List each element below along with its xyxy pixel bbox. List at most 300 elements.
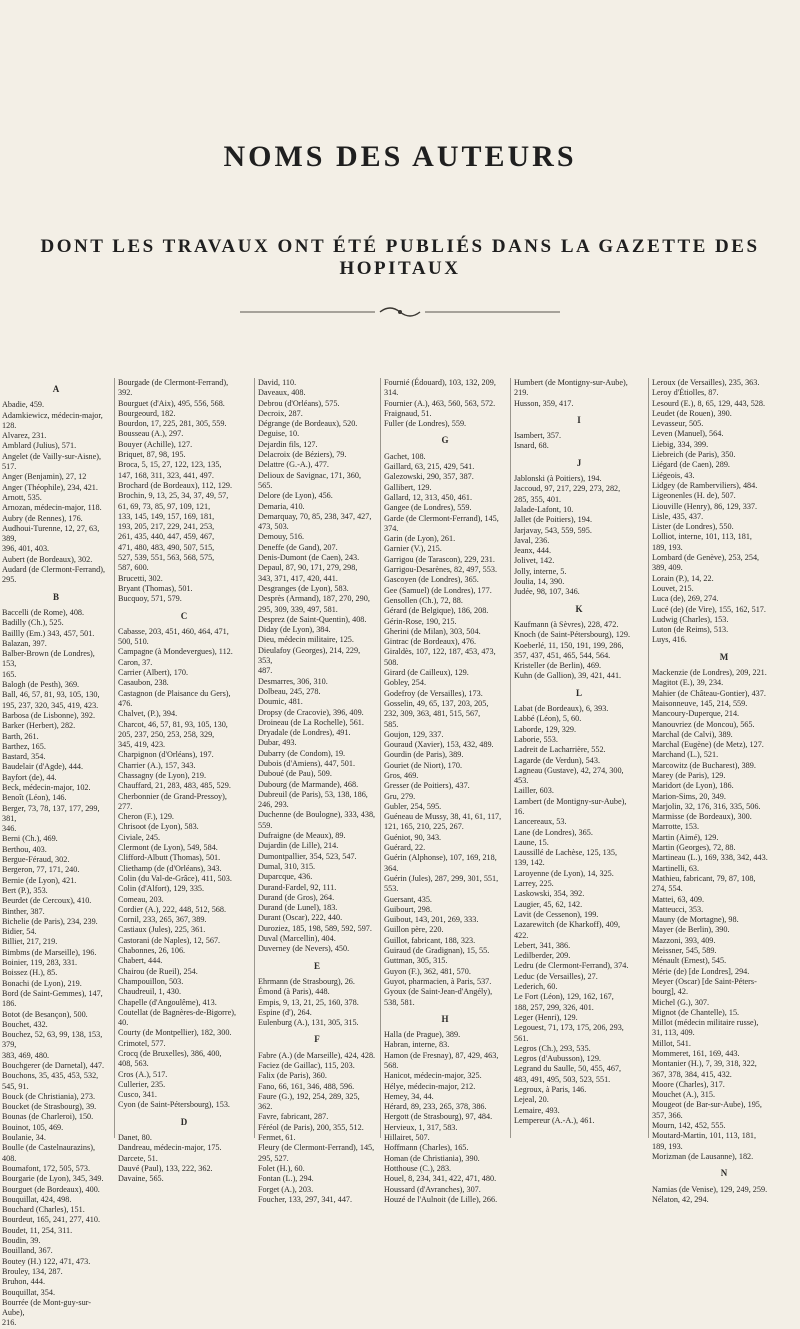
author-entry: 527, 539, 551, 563, 568, 575, (118, 553, 215, 563)
author-entry: Mougeot (de Bar-sur-Aube), 195, (652, 1100, 762, 1110)
author-entry: Cyon (de Saint-Pétersbourg), 153. (118, 1100, 230, 1110)
author-entry: Boudin, 39. (2, 1236, 41, 1246)
author-entry: Balber-Brown (de Londres), 153, (2, 649, 95, 669)
author-entry: Beck, médecin-major, 102. (2, 782, 91, 792)
author-entry: Chairou (de Rueil), 254. (118, 966, 198, 976)
author-entry: Bousseau (A.), 297. (118, 429, 184, 439)
author-entry: Hervieux, 1, 317, 583. (384, 1122, 458, 1132)
author-entry: Bouilland, 367. (2, 1246, 53, 1256)
author-entry: Balogh (de Pesth), 369. (2, 680, 80, 690)
author-entry: Gérard (de Belgique), 186, 208. (384, 606, 489, 616)
section-letter: F (314, 1034, 320, 1045)
author-entry: Abadie, 459. (2, 400, 45, 410)
author-entry: Guillot, fabricant, 188, 323. (384, 935, 476, 945)
author-entry: Lederich, 60. (514, 982, 558, 992)
author-entry: Jalade-Lafont, 10. (514, 504, 574, 514)
author-entry: Legroux, à Paris, 146. (514, 1085, 587, 1094)
author-entry: Hoffmann (Charles), 165. (384, 1143, 469, 1153)
author-entry: Brochard (de Bordeaux), 112, 129. (118, 480, 233, 490)
author-entry: Fabre (A.) (de Marseille), 424, 428. (258, 1050, 376, 1060)
author-entry: Cornil, 233, 265, 367, 389. (118, 915, 207, 925)
author-entry: Michel (G.), 307. (652, 997, 710, 1007)
author-entry: Bert (P.), 353. (2, 885, 48, 895)
author-entry: Brochin, 9, 13, 25, 34, 37, 49, 57, (118, 491, 229, 501)
author-entry: Kaufmann (à Sèvres), 228, 472. (514, 619, 619, 629)
index-column (514, 378, 644, 1138)
author-entry: Lebert, 341, 386. (514, 940, 571, 950)
author-entry: Danet, 80. (118, 1133, 152, 1143)
author-entry: Dejardin fils, 127. (258, 439, 318, 449)
author-entry: Chassagny (de Lyon), 219. (118, 770, 207, 780)
author-entry: Empis, 9, 13, 21, 25, 160, 378. (258, 997, 359, 1007)
author-entry: Cros (A.), 517. (118, 1069, 168, 1079)
author-entry: Debrou (d'Orléans), 575. (258, 398, 340, 408)
author-entry: Fournier (A.), 463, 560, 563, 572. (384, 398, 496, 408)
author-entry: Cabasse, 203, 451, 460, 464, 471, (118, 626, 229, 636)
author-entry: Demouy, 516. (258, 532, 305, 542)
author-entry: 357, 366. (652, 1110, 683, 1120)
author-entry: Legros (Ch.), 293, 535. (514, 1043, 591, 1053)
author-entry: Laune, 15. (514, 837, 549, 847)
author-entry: Laugier, 45, 62, 142. (514, 899, 583, 909)
author-entry: Laborde, 129, 329. (514, 724, 577, 734)
page-subtitle: DONT LES TRAVAUX ONT ÉTÉ PUBLIÉS DANS LA GAZETTE DES HOPITAUX (40, 236, 760, 279)
author-entry: Guéniot, 90, 343. (384, 832, 442, 842)
author-entry: Jeanx, 444. (514, 546, 552, 556)
author-entry: Hemey, 34, 44. (384, 1091, 434, 1101)
author-entry: 261, 435, 440, 447, 459, 467, (118, 532, 215, 542)
author-entry: Boumafont, 172, 505, 573. (2, 1163, 91, 1173)
author-entry: Moutard-Martin, 101, 113, 181, (652, 1131, 757, 1141)
author-entry: Hotthouse (C.), 283. (384, 1163, 452, 1173)
author-entry: Binther, 387. (2, 906, 45, 916)
author-entry: Liebig, 334, 399. (652, 439, 709, 449)
author-entry: Mattei, 63, 409. (652, 894, 705, 904)
author-entry: Deneffe (de Gand), 207. (258, 542, 338, 552)
author-entry: Eulenburg (A.), 131, 305, 315. (258, 1018, 359, 1028)
author-entry: Daveaux, 408. (258, 388, 306, 398)
author-entry: Castorani (de Naples), 12, 567. (118, 935, 221, 945)
author-entry: Desprès (Armand), 187, 270, 290, (258, 594, 370, 604)
author-entry: Gru, 279. (384, 791, 416, 801)
author-entry: Gyoux (de Saint-Jean-d'Angély), (384, 987, 493, 997)
author-entry: Cliethamp (de (d'Orléans), 343. (118, 863, 222, 873)
author-entry: Guiraud (de Gradignan), 15, 55. (384, 946, 490, 956)
author-entry: Javal, 236. (514, 535, 550, 545)
author-entry: Jolly, interne, 5. (514, 566, 567, 576)
author-entry: Durant (Oscar), 222, 440. (258, 913, 343, 923)
author-entry: 396, 401, 403. (2, 544, 50, 554)
author-entry: Dumontpallier, 354, 523, 547. (258, 851, 357, 861)
author-entry: 121, 165, 210, 225, 267. (384, 822, 464, 832)
author-entry: Bucquoy, 571, 579. (118, 594, 182, 604)
author-entry: Guéneau de Mussy, 38, 41, 61, 117, (384, 812, 502, 822)
author-entry: 195, 237, 320, 345, 419, 423. (2, 700, 99, 710)
author-entry: Charpignon (d'Orléans), 197. (118, 750, 214, 760)
author-entry: Bimbms (de Marseille), 196. (2, 947, 97, 957)
section-letter: N (720, 1168, 728, 1179)
author-entry: 139, 142. (514, 858, 545, 868)
author-entry: Bruhon, 444. (2, 1277, 45, 1287)
author-entry: 186. (2, 999, 17, 1009)
author-entry: Dégrange (de Bordeaux), 520. (258, 419, 358, 429)
author-entry: Lane (de Londres), 365. (514, 827, 593, 837)
author-entry: Dauvé (Paul), 133, 222, 362. (118, 1163, 213, 1173)
author-entry: Bayfort (de), 44. (2, 772, 57, 782)
author-entry: Lagneau (Gustave), 42, 274, 300, (514, 765, 624, 775)
author-entry: Garrigou-Desarènes, 82, 497, 553. (384, 565, 498, 575)
author-entry: Marchal (de Calvi), 389. (652, 729, 733, 739)
author-entry: Lejeal, 20. (514, 1095, 549, 1105)
author-entry: Gobley, 254. (384, 678, 426, 688)
author-entry: Lombard (de Genève), 253, 254, (652, 553, 760, 563)
author-entry: 587, 600. (118, 563, 149, 573)
author-entry: Laborie, 553. (514, 734, 558, 744)
author-entry: Gensollen (Ch.), 72, 88. (384, 595, 463, 605)
author-entry: Liégard (de Caen), 289. (652, 460, 730, 470)
author-entry: Houssard (d'Avranches), 307. (384, 1184, 481, 1194)
author-entry: Faure (G.), 192, 254, 289, 325, (258, 1091, 360, 1101)
author-entry: 285, 355, 401. (514, 494, 562, 504)
author-entry: Jarjavay, 543, 559, 595. (514, 525, 592, 535)
author-entry: Chapelle (d'Angoulême), 413. (118, 997, 217, 1007)
author-entry: Chabert, 444. (118, 956, 163, 966)
author-entry: Koeberlé, 11, 150, 191, 199, 286, (514, 640, 624, 650)
author-entry: Durand-Fardel, 92, 111. (258, 882, 337, 892)
author-entry: Dujardin (de Lille), 214. (258, 841, 339, 851)
author-entry: Namias (de Venise), 129, 249, 259. (652, 1184, 768, 1194)
author-entry: Castiaux (Jules), 225, 361. (118, 925, 206, 935)
author-entry: Espine (d'), 264. (258, 1007, 312, 1017)
author-entry: Laussillé de Lachèse, 125, 135, (514, 848, 617, 858)
author-entry: Larrey, 225. (514, 879, 554, 889)
author-entry: Millot, 541. (652, 1038, 691, 1048)
author-entry: Darcete, 51. (118, 1153, 158, 1163)
author-entry: Duparcque, 436. (258, 872, 313, 882)
author-entry: Bouinot, 105, 469. (2, 1122, 64, 1132)
author-entry: Bernie (de Lyon), 421. (2, 875, 77, 885)
author-entry: Émond (à Paris), 448. (258, 987, 330, 997)
author-entry: Marchal (Eugène) (de Metz), 127. (652, 740, 764, 750)
author-entry: Hélye, médecin-major, 212. (384, 1081, 476, 1091)
author-entry: Arnott, 535. (2, 492, 42, 502)
author-entry: 476. (118, 698, 133, 708)
index-column (652, 378, 796, 1204)
author-entry: Ledilberder, 209. (514, 951, 571, 961)
section-letter: K (575, 603, 583, 614)
author-entry: Alvarez, 231. (2, 431, 47, 441)
author-entry: Isambert, 357. (514, 431, 562, 441)
author-entry: Anger (Théophile), 234, 421. (2, 482, 98, 492)
author-entry: Meyer (Oscar) [de Saint-Péters- (652, 976, 757, 986)
author-entry: Lemaire, 493. (514, 1105, 560, 1115)
author-entry: Hillairet, 507. (384, 1133, 430, 1143)
author-entry: 553. (384, 884, 399, 894)
author-entry: Boulle (de Castelnaurazins), 408. (2, 1143, 95, 1163)
author-entry: Diday (de Lyon), 384. (258, 625, 331, 635)
author-entry: 422. (514, 930, 529, 940)
author-entry: 508. (384, 657, 399, 667)
author-entry: Dubourg (de Marmande), 468. (258, 779, 359, 789)
author-entry: Leven (Manuel), 564. (652, 429, 724, 439)
author-entry: Laskowski, 354, 392. (514, 889, 585, 899)
author-entry: Boudet, 11, 254, 311. (2, 1225, 73, 1235)
author-entry: Briquet, 87, 98, 195. (118, 450, 186, 460)
author-entry: Bourrée (de Mont-guy-sur-Aube), (2, 1297, 91, 1318)
author-entry: Deguise, 10. (258, 429, 300, 439)
author-entry: 16. (514, 806, 525, 816)
author-entry: Ladreit de Lacharrière, 552. (514, 745, 606, 755)
author-entry: Desgranges (de Lyon), 583. (258, 583, 349, 593)
author-entry: Montanier (H.), 7, 39, 318, 322, (652, 1059, 757, 1069)
author-entry: 389, 409. (652, 563, 683, 573)
author-entry: Marchand (L.), 521. (652, 750, 719, 760)
author-entry: Foucher, 133, 297, 341, 447. (258, 1194, 353, 1204)
author-entry: Bidier, 54. (2, 927, 37, 937)
index-column (384, 378, 506, 1204)
author-entry: Mourn, 142, 452, 555. (652, 1121, 726, 1131)
author-entry: Coutellat (de Bagnères-de-Bigorre), (118, 1007, 236, 1017)
author-entry: 357, 437, 451, 465, 544, 564. (514, 650, 611, 660)
author-entry: Duchenne (de Boulogne), 333, 438, (258, 810, 376, 820)
author-entry: 147, 168, 311, 323, 441, 497. (118, 470, 214, 480)
author-entry: Bourguet (de Bordeaux), 400. (2, 1184, 100, 1194)
author-entry: Brucetti, 302. (118, 573, 163, 583)
author-entry: Meissner, 545, 589. (652, 946, 717, 956)
author-entry: Bourgade (de Clermont-Ferrand), (118, 378, 229, 387)
author-entry: Bouck (de Christiania), 273. (2, 1091, 96, 1101)
author-entry: 61, 69, 73, 85, 97, 109, 121, (118, 501, 211, 511)
author-entry: Clifford-Albutt (Thomas), 501. (118, 853, 221, 863)
author-entry: Guibout, 143, 201, 269, 333. (384, 915, 479, 925)
author-entry: Chauffard, 21, 283, 483, 485, 529. (118, 781, 231, 791)
author-entry: Berthou, 403. (2, 844, 47, 854)
author-entry: 295, 309, 339, 497, 581. (258, 604, 338, 614)
author-entry: Ledru (de Clermont-Ferrand), 374. (514, 961, 629, 971)
author-entry: Duroziez, 185, 198, 589, 592, 597. (258, 923, 372, 933)
author-entry: Gresser (de Poitiers), 437. (384, 781, 470, 791)
author-entry: Badilly (Ch.), 525. (2, 618, 64, 628)
author-entry: 408, 563. (118, 1059, 149, 1069)
author-entry: Bourgeourd, 182. (118, 408, 176, 418)
author-entry: 383, 469, 480. (2, 1050, 50, 1060)
author-entry: Knoch (de Saint-Pétersbourg), 129. (514, 630, 631, 640)
author-entry: Faciez (de Gaillac), 115, 203. (258, 1061, 355, 1070)
author-entry: Luys, 416. (652, 635, 687, 645)
author-entry: 346. (2, 824, 17, 834)
author-entry: 392. (118, 388, 133, 398)
author-entry: Delore (de Lyon), 456. (258, 491, 333, 501)
author-entry: bourg], 42. (652, 987, 689, 997)
author-entry: Barthez, 165. (2, 741, 46, 751)
author-entry: Baillly (Em.) 343, 457, 501. (2, 628, 95, 638)
author-entry: Bonachi (de Lyon), 219. (2, 978, 82, 988)
author-entry: 471, 480, 483, 490, 507, 515, (118, 542, 215, 552)
author-entry: Jolivet, 142. (514, 556, 555, 566)
author-entry: Mayer (de Berlin), 390. (652, 925, 730, 935)
author-entry: 568. (384, 1061, 399, 1070)
index-column (118, 378, 250, 1184)
author-entry: Leduc (de Versailles), 27. (514, 971, 598, 981)
author-entry: Jaccoud, 97, 217, 229, 273, 282, (514, 484, 621, 494)
author-entry: Mahier (de Château-Gontier), 437. (652, 688, 766, 698)
author-entry: Barbosa (de Lisbonne), 392. (2, 710, 95, 720)
author-entry: Angelet (de Vailly-sur-Aisne), 517. (2, 451, 102, 472)
author-entry: Colin (d'Alfort), 129, 335. (118, 884, 205, 894)
author-entry: Gherini (de Milan), 303, 504. (384, 626, 481, 636)
author-entry: Bourguet (d'Aix), 495, 556, 568. (118, 398, 225, 408)
author-entry: Kristeller (de Berlin), 469. (514, 661, 602, 671)
author-entry: Bord (de Saint-Gemmes), 147, (2, 988, 103, 998)
author-entry: 343, 371, 417, 420, 441. (258, 573, 338, 583)
author-entry: Denis-Dumont (de Caen), 243. (258, 553, 360, 563)
author-entry: Demaria, 410. (258, 501, 305, 511)
section-letter: J (576, 457, 582, 468)
author-entry: Guillon père, 220. (384, 925, 444, 935)
author-entry: Lorain (P.), 14, 22. (652, 573, 714, 583)
author-entry: Casaubon, 238. (118, 678, 169, 688)
author-entry: Crocq (de Bruxelles), 386, 400, (118, 1049, 222, 1058)
author-entry: 559. (258, 820, 273, 830)
author-entry: Mazzoni, 393, 409. (652, 935, 716, 945)
author-entry: Garde (de Clermont-Ferrand), 145, (384, 513, 499, 523)
author-entry: Durand (de Lunel), 183. (258, 903, 338, 913)
author-entry: Dubarry (de Condom), 19. (258, 748, 346, 758)
author-entry: Jablonski (à Poitiers), 194. (514, 474, 602, 484)
author-entry: Fleury (de Clermont-Ferrand), 145, (258, 1143, 375, 1153)
author-entry: Durand (de Gros), 264. (258, 892, 335, 902)
author-entry: 246, 293. (258, 800, 289, 810)
author-entry: Adamkiewicz, médecin-major, 128. (2, 410, 103, 430)
author-entry: Bouyer (Achille), 127. (118, 439, 193, 449)
index-column (2, 378, 110, 1328)
author-entry: Crimotel, 577. (118, 1038, 166, 1048)
author-entry: Colin (du Val-de-Grâce), 411, 503. (118, 873, 232, 883)
author-entry: Demarquay, 70, 85, 238, 347, 427, (258, 511, 372, 521)
author-entry: Aubry (de Rennes), 176. (2, 513, 83, 523)
author-entry: Falix (de Paris), 360. (258, 1071, 327, 1081)
author-entry: Audard (de Clermont-Ferrand), 295. (2, 565, 105, 585)
author-entry: Guttman, 305, 315. (384, 956, 448, 966)
author-entry: Martinelli, 63. (652, 863, 700, 873)
author-entry: 188, 257, 299, 326, 401. (514, 1002, 594, 1012)
author-entry: Duval (Marcellin), 404. (258, 934, 336, 944)
author-entry: Baccelli (de Rome), 408. (2, 607, 85, 617)
author-entry: Levasseur, 505. (652, 419, 704, 429)
author-entry: Mouchet (A.), 315. (652, 1090, 715, 1100)
author-entry: Decroix, 287. (258, 408, 303, 418)
author-entry: Cherbonnier (de Grand-Pressoy), (118, 791, 227, 801)
author-entry: 345, 419, 423. (118, 740, 166, 750)
author-entry: Gintrac (de Bordeaux), 476. (384, 637, 477, 647)
author-entry: Marjolin, 32, 176, 316, 335, 506. (652, 801, 761, 811)
index-column (258, 378, 376, 1204)
author-entry: Dumal, 310, 315. (258, 861, 316, 871)
author-entry: Gaillard, 63, 215, 429, 541. (384, 462, 475, 472)
author-entry: Bryant (Thomas), 501. (118, 583, 193, 593)
author-entry: Gourdin (de Paris), 389. (384, 750, 464, 760)
section-letter: H (441, 1013, 449, 1024)
author-entry: Humbert (de Montigny-sur-Aube), (514, 378, 628, 387)
author-entry: Audhoui-Turenne, 12, 27, 63, 389, (2, 523, 100, 544)
author-entry: Benoît (Léon), 146. (2, 793, 67, 803)
author-entry: Chaudreuil, 1, 430. (118, 987, 181, 997)
author-entry: Barker (Herbert), 282. (2, 721, 76, 731)
author-entry: Bouchgerer (de Darnetal), 447. (2, 1061, 105, 1070)
author-entry: Carrier (Albert), 170. (118, 668, 189, 678)
author-entry: Dufraigne (de Meaux), 89. (258, 831, 346, 841)
author-entry: Lesourd (E.), 8, 65, 129, 443, 528. (652, 398, 766, 408)
author-entry: Fraignaud, 51. (384, 408, 432, 418)
author-entry: Goujon, 129, 337. (384, 729, 444, 739)
author-entry: Botot (de Besançon), 500. (2, 1009, 88, 1019)
author-entry: Berger, 73, 78, 137, 177, 299, 381, (2, 803, 100, 823)
author-entry: 133, 145, 149, 157, 169, 181, (118, 511, 215, 521)
author-entry: Mancoury-Duperque, 214. (652, 709, 740, 719)
author-entry: 314. (384, 388, 399, 398)
author-entry: Fermet, 61. (258, 1133, 296, 1143)
section-letter: L (575, 687, 582, 698)
author-entry: Dieu, médecin militaire, 125. (258, 635, 354, 645)
author-entry: 295, 527. (258, 1153, 289, 1163)
author-entry: Bergeron, 77, 171, 240. (2, 865, 80, 875)
author-entry: Marcowitz (de Bucharest), 389. (652, 760, 756, 770)
author-entry: 483, 491, 495, 503, 523, 551. (514, 1074, 611, 1084)
author-entry: Guibourt, 298. (384, 904, 432, 914)
author-entry: Fuller (de Londres), 559. (384, 419, 467, 429)
author-entry: Nélaton, 42, 294. (652, 1194, 709, 1204)
author-entry: Garnier (V.), 215. (384, 544, 442, 554)
author-entry: Fano, 66, 161, 346, 488, 596. (258, 1081, 355, 1091)
author-entry: Aubert (de Bordeaux), 302. (2, 554, 93, 564)
author-entry: Luton (de Reims), 513. (652, 625, 729, 635)
author-entry: Leroux (de Versailles), 235, 363. (652, 378, 760, 387)
author-entry: Martineau (L.), 169, 338, 342, 443. (652, 853, 768, 863)
author-entry: Dubar, 493. (258, 738, 297, 748)
section-letter: E (313, 960, 320, 971)
author-entry: Mérie (de) [de Londres], 294. (652, 966, 750, 976)
author-entry: Matteucci, 353. (652, 904, 704, 914)
author-entry: 561. (514, 1033, 529, 1043)
author-entry: Dieulafoy (Georges), 214, 229, 353, (258, 645, 361, 666)
author-entry: Bastard, 354. (2, 752, 46, 762)
section-letter: A (52, 384, 60, 394)
author-entry: Favre, fabricant, 287. (258, 1112, 329, 1122)
author-entry: Guersant, 435. (384, 894, 432, 904)
author-entry: Ball, 46, 57, 81, 93, 105, 130, (2, 690, 100, 700)
author-entry: Lister (de Londres), 550. (652, 522, 734, 532)
author-entry: Lambert (de Montigny-sur-Aube), (514, 796, 627, 806)
author-entry: Halla (de Prague), 389. (384, 1030, 461, 1040)
author-entry: Bichelie (de Paris), 234, 239. (2, 916, 98, 926)
author-entry: Boulanie, 34. (2, 1133, 46, 1143)
author-entry: Labbé (Léon), 5, 60. (514, 714, 582, 724)
author-entry: Hergott (de Strasbourg), 97, 484. (384, 1112, 493, 1122)
author-entry: Garrigou (de Tarascon), 229, 231. (384, 554, 495, 564)
author-entry: David, 110. (258, 378, 297, 387)
author-entry: Ligeonenles (H. de), 507. (652, 491, 736, 501)
author-entry: Droineau (de La Rochelle), 561. (258, 717, 364, 727)
author-entry: Louvet, 215. (652, 583, 694, 593)
author-entry: Dandreau, médecin-major, 175. (118, 1143, 222, 1153)
author-entry: Gachet, 108. (384, 451, 426, 461)
author-entry: Dolbeau, 245, 278. (258, 686, 321, 696)
author-entry: Hérard, 89, 233, 265, 378, 386. (384, 1102, 487, 1112)
author-entry: Bergue-Féraud, 302. (2, 855, 70, 865)
author-entry: 585. (384, 719, 399, 729)
author-entry: Girard (de Cailleux), 129. (384, 668, 469, 678)
author-entry: 374. (384, 523, 399, 533)
